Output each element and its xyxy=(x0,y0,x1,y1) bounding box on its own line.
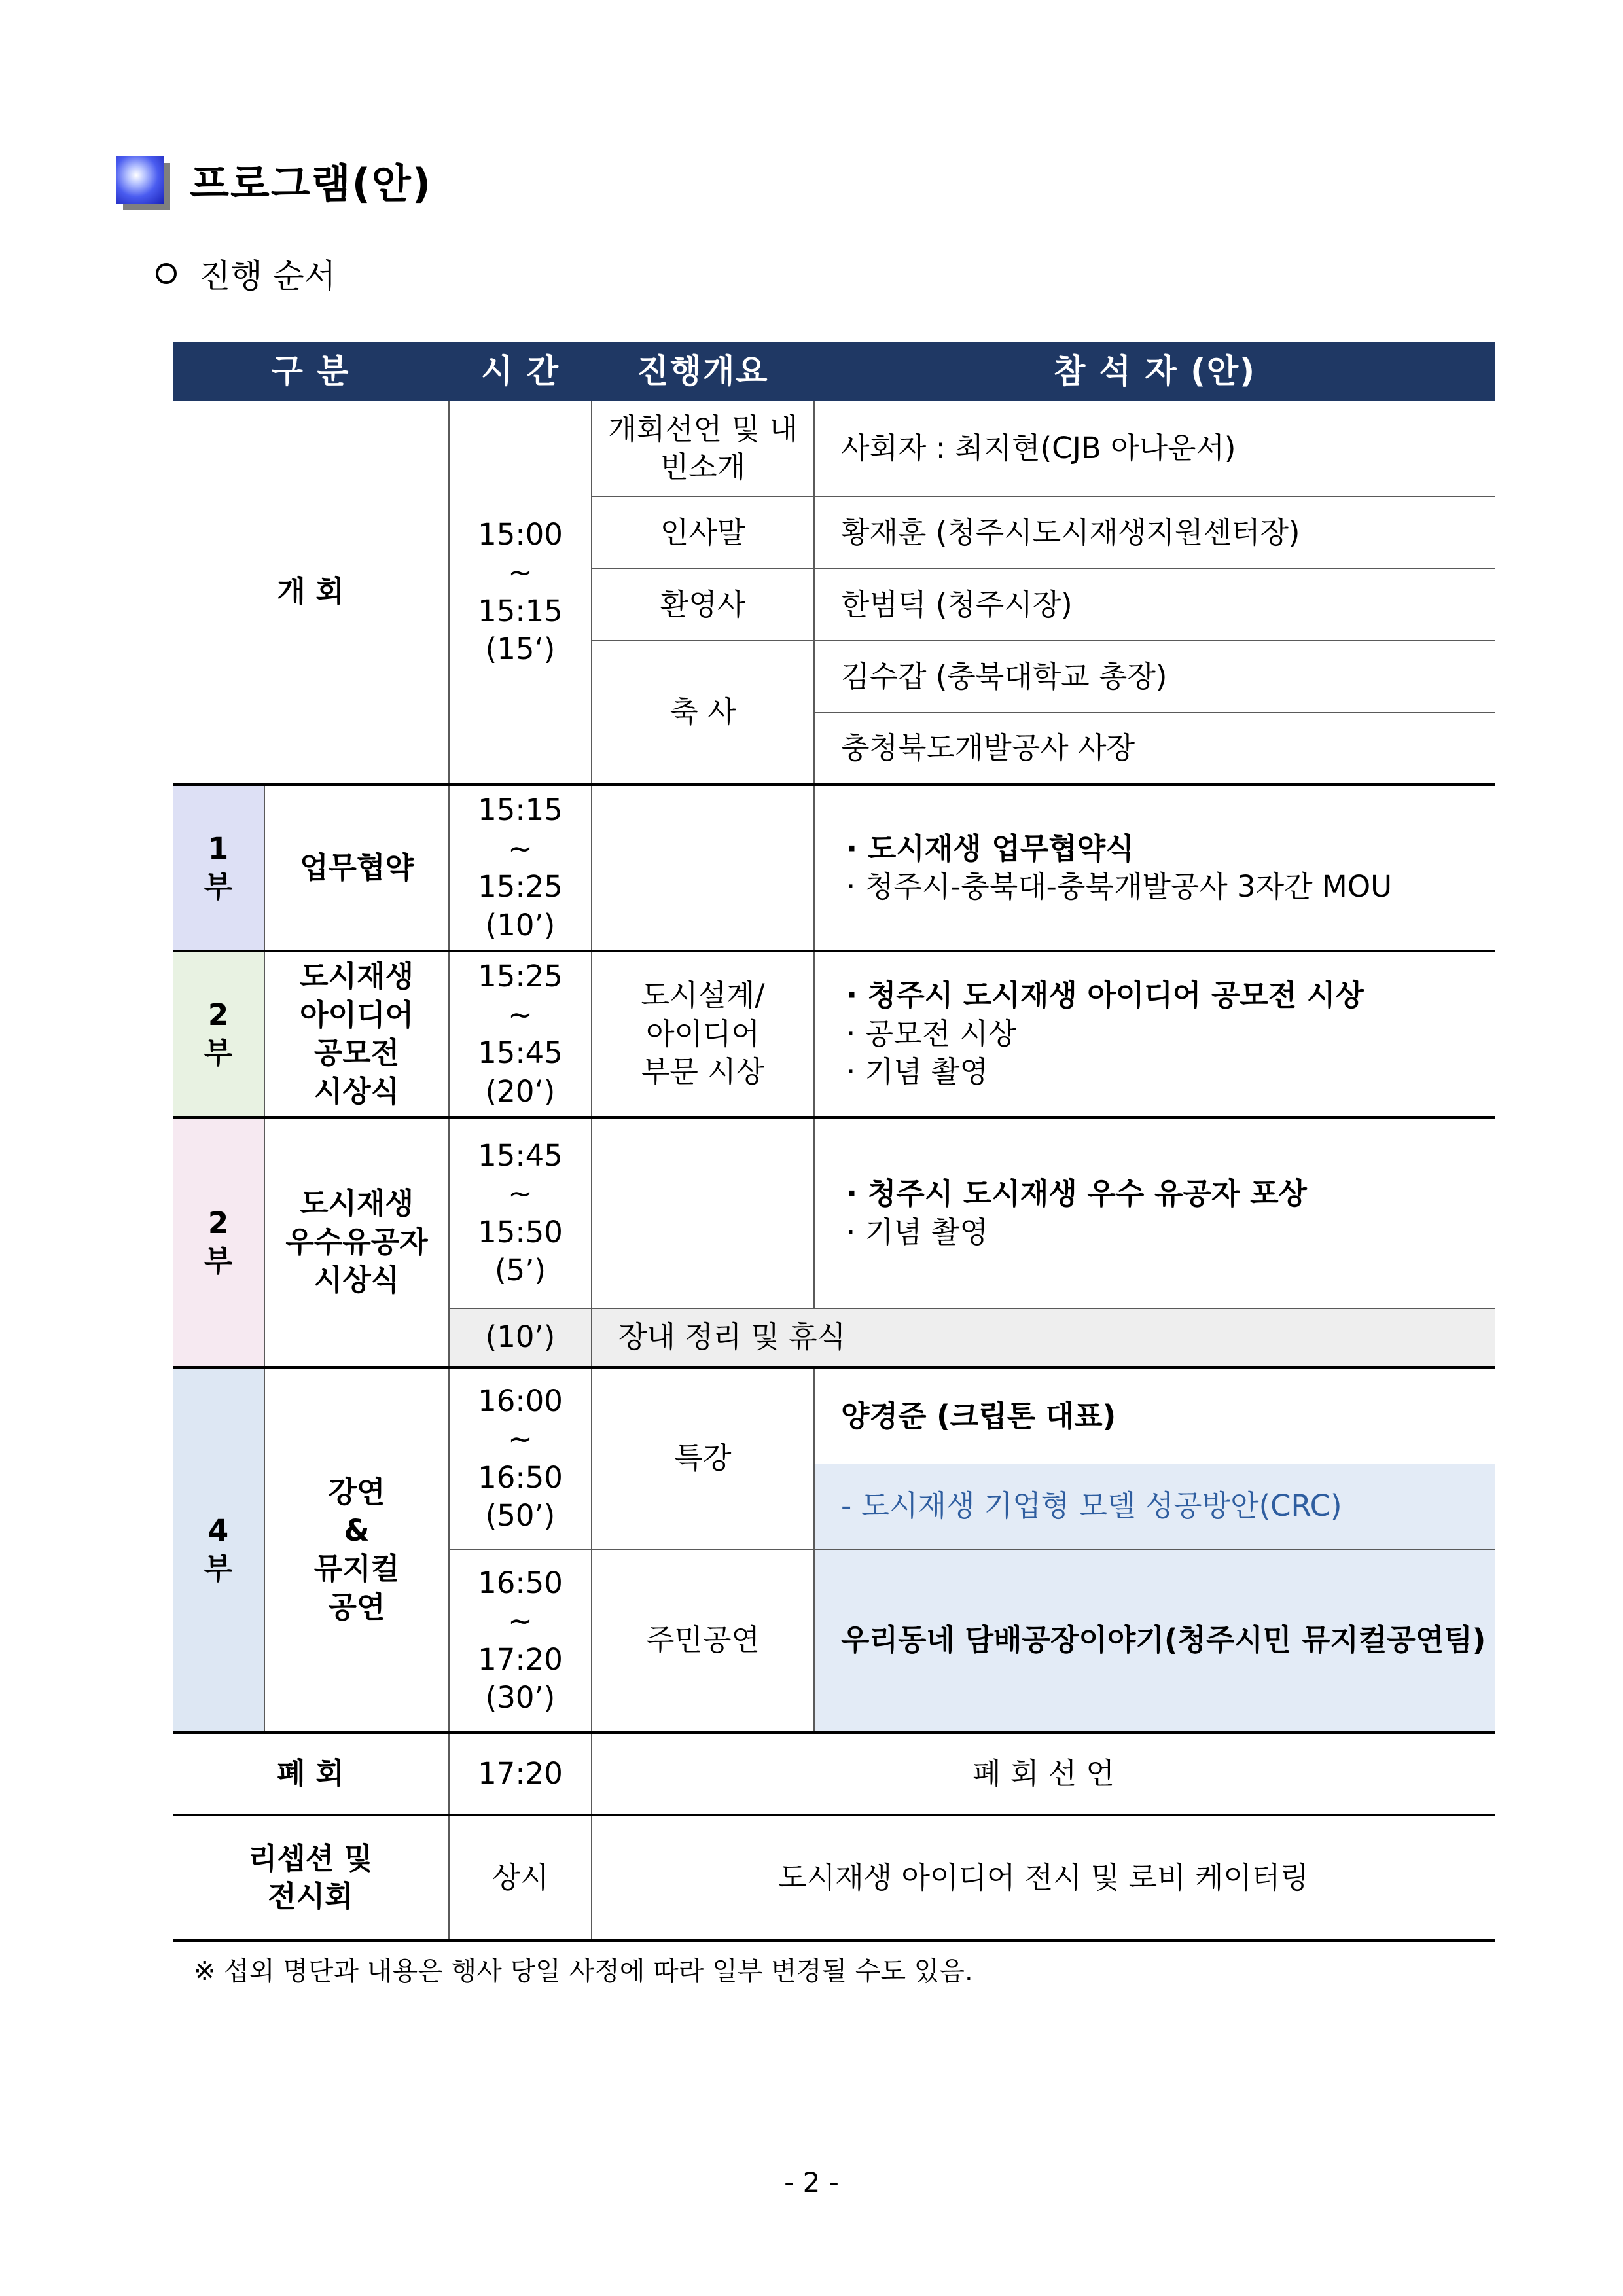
performance-overview: 주민공연 xyxy=(592,1549,814,1732)
header-category: 구 분 xyxy=(173,342,449,400)
part4-title: 강연 & 뮤지컬 공연 xyxy=(264,1367,449,1732)
part2a-label: 2 부 xyxy=(173,951,264,1117)
page-title: 프로그램(안) xyxy=(190,159,433,207)
section-heading xyxy=(116,147,432,213)
part2b-overview xyxy=(592,1117,814,1308)
reception-text: 도시재생 아이디어 전시 및 로비 케이터링 xyxy=(592,1815,1495,1941)
footnote: ※ 섭외 명단과 내용은 행사 당일 사정에 따라 일부 변경될 수도 있음. xyxy=(194,1956,973,1986)
closing-text: 폐 회 선 언 xyxy=(592,1732,1495,1815)
opening-overview: 축 사 xyxy=(592,641,814,785)
closing-label: 폐 회 xyxy=(173,1732,449,1815)
part1-attendees: · 도시재생 업무협약식 · 청주시-충북대-충북개발공사 3자간 MOU xyxy=(814,785,1495,951)
lecture-topic: - 도시재생 기업형 모델 성공방안(CRC) xyxy=(814,1464,1495,1549)
reception-time: 상시 xyxy=(449,1815,592,1941)
part2b-time: 15:45 ~ 15:50 (5’) xyxy=(449,1117,592,1308)
opening-label: 개 회 xyxy=(173,400,449,785)
part1-overview xyxy=(592,785,814,951)
opening-attendee: 충청북도개발공사 사장 xyxy=(814,713,1495,785)
opening-attendee: 황재훈 (청주시도시재생지원센터장) xyxy=(814,497,1495,569)
lecture-overview: 특강 xyxy=(592,1367,814,1549)
opening-overview: 인사말 xyxy=(592,497,814,569)
table-row xyxy=(173,951,1495,1117)
table-row xyxy=(173,1732,1495,1815)
opening-overview: 개회선언 및 내빈소개 xyxy=(592,400,814,497)
reception-label: 리셉션 및 전시회 xyxy=(173,1815,449,1941)
table-row xyxy=(173,400,1495,497)
lecture-speaker: 양경준 (크립톤 대표) xyxy=(814,1367,1495,1464)
subheading-text: 진행 순서 xyxy=(199,257,336,295)
opening-overview: 환영사 xyxy=(592,569,814,641)
part1-label: 1 부 xyxy=(173,785,264,951)
header-time: 시 간 xyxy=(449,342,592,400)
closing-time: 17:20 xyxy=(449,1732,592,1815)
part2b-attendees: · 청주시 도시재생 우수 유공자 포상 · 기념 촬영 xyxy=(814,1117,1495,1308)
table-row xyxy=(173,1117,1495,1308)
table-row xyxy=(173,785,1495,951)
header-attendees: 참 석 자 (안) xyxy=(814,342,1495,400)
square-bullet-icon xyxy=(116,156,164,204)
part2a-title: 도시재생 아이디어 공모전 시상식 xyxy=(264,951,449,1117)
opening-attendee: 한범덕 (청주시장) xyxy=(814,569,1495,641)
part2a-overview: 도시설계/ 아이디어 부문 시상 xyxy=(592,951,814,1117)
table-header-row xyxy=(173,342,1495,400)
part2b-title: 도시재생 우수유공자 시상식 xyxy=(264,1117,449,1367)
program-table xyxy=(173,342,1495,1942)
header-overview: 진행개요 xyxy=(592,342,814,400)
break-time: (10’) xyxy=(449,1308,592,1367)
part4-label: 4 부 xyxy=(173,1367,264,1732)
break-text: 장내 정리 및 휴식 xyxy=(592,1308,1495,1367)
table-row xyxy=(173,1367,1495,1464)
part2a-time: 15:25 ~ 15:45 (20‘) xyxy=(449,951,592,1117)
part1-time: 15:15 ~ 15:25 (10’) xyxy=(449,785,592,951)
part1-title: 업무협약 xyxy=(264,785,449,951)
part2a-attendees: · 청주시 도시재생 아이디어 공모전 시상 · 공모전 시상 · 기념 촬영 xyxy=(814,951,1495,1117)
opening-time: 15:00 ~ 15:15 (15‘) xyxy=(449,400,592,785)
table-row xyxy=(173,1815,1495,1941)
circle-bullet-icon xyxy=(156,263,177,284)
opening-attendee: 사회자 : 최지현(CJB 아나운서) xyxy=(814,400,1495,497)
performance-performer: 우리동네 담배공장이야기(청주시민 뮤지컬공연팀) xyxy=(814,1549,1495,1732)
subheading xyxy=(156,250,336,297)
lecture-time: 16:00 ~ 16:50 (50’) xyxy=(449,1367,592,1549)
page-number: - 2 - xyxy=(784,2166,839,2198)
part2b-label: 2 부 xyxy=(173,1117,264,1367)
performance-time: 16:50 ~ 17:20 (30’) xyxy=(449,1549,592,1732)
opening-attendee: 김수갑 (충북대학교 총장) xyxy=(814,641,1495,713)
